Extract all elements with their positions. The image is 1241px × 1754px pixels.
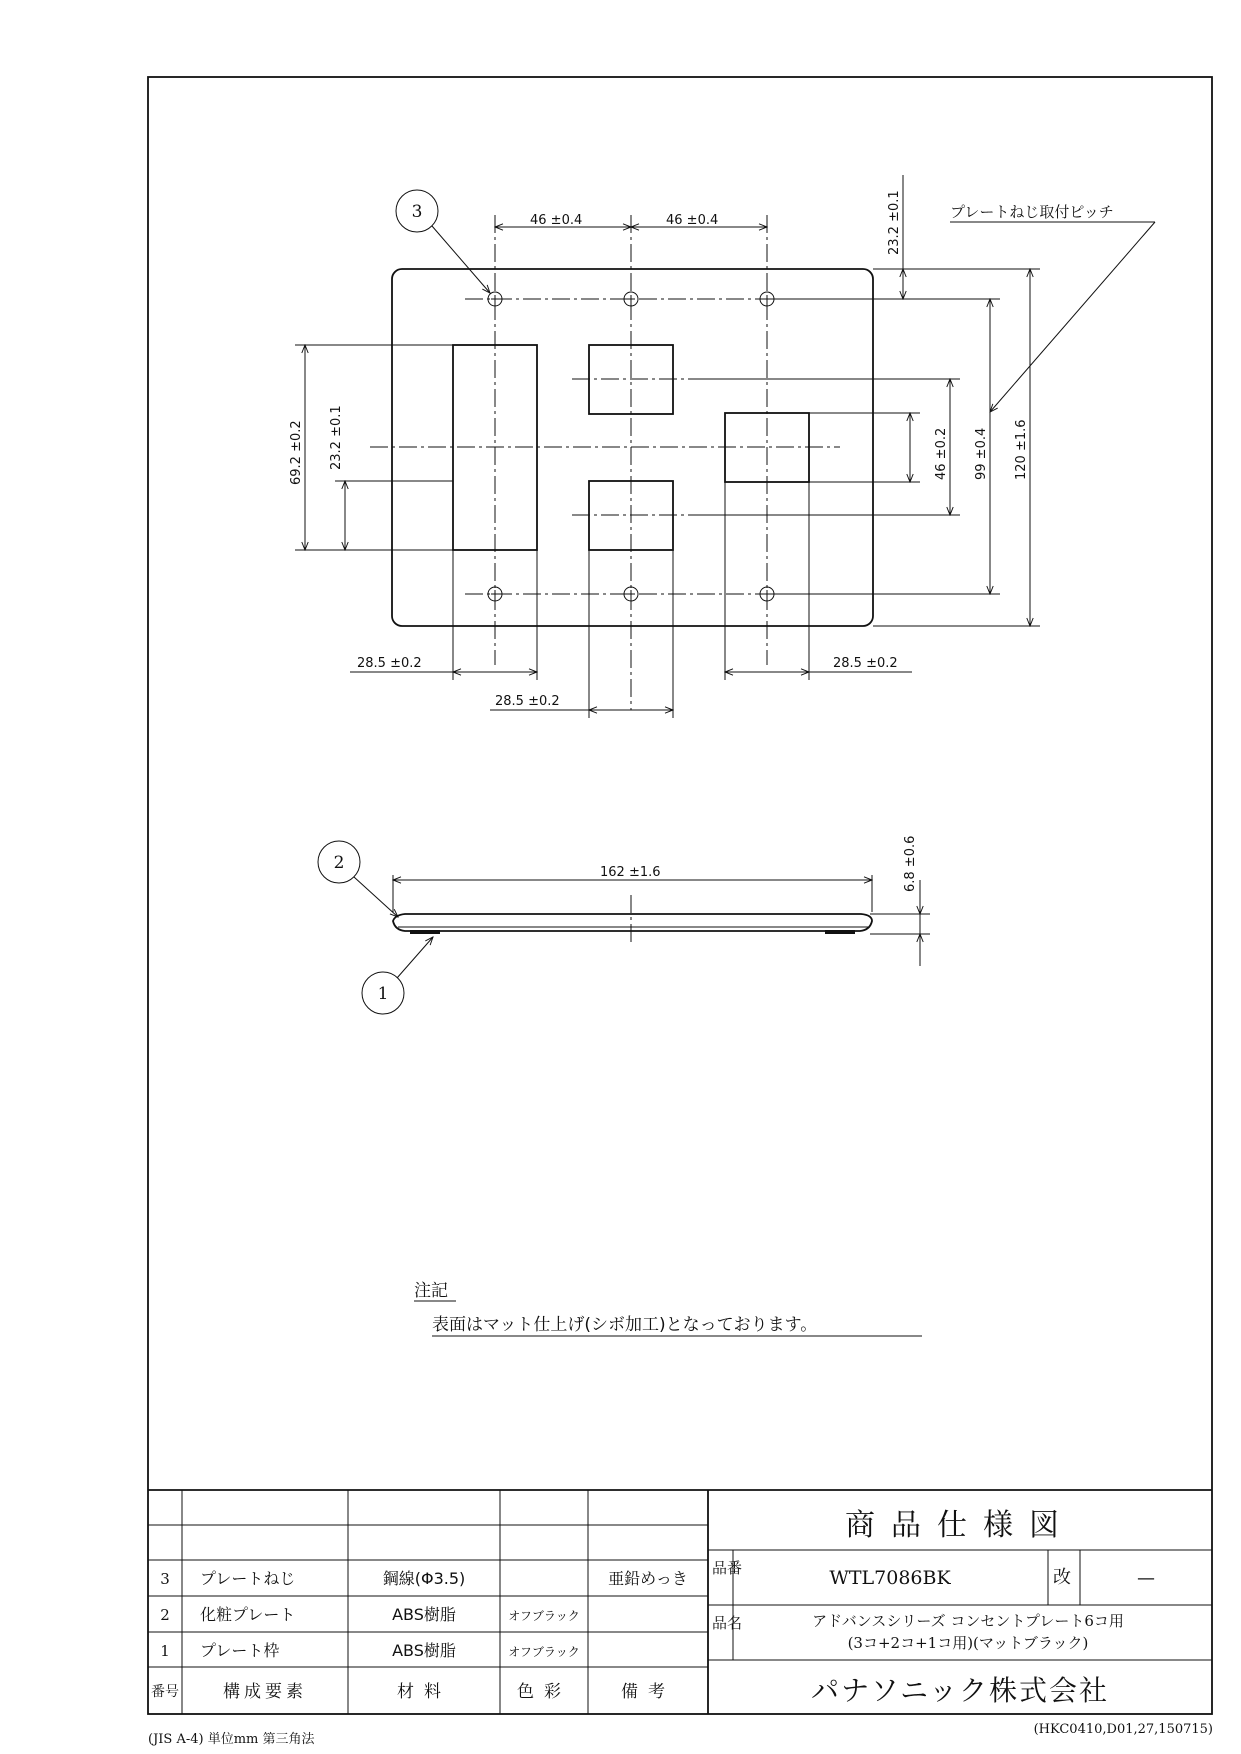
row-material: 鋼線(Φ3.5) [382, 1569, 466, 1588]
dim-length: 162 ±1.6 [600, 865, 661, 880]
dim-width-right: 28.5 ±0.2 [833, 656, 898, 671]
title-block [708, 1508, 1212, 1707]
row-material: ABS樹脂 [392, 1605, 456, 1624]
dim-width-left: 28.5 ±0.2 [357, 656, 422, 671]
product-name-line2: (3コ+2コ+1コ用)(マットブラック) [847, 1634, 1089, 1652]
dim-thickness: 6.8 ±0.6 [903, 835, 918, 892]
svg-text:2: 2 [333, 853, 345, 873]
row-no: 1 [160, 1642, 170, 1660]
dim-right-inner: 46 ±0.2 [934, 427, 949, 480]
header-material: 材料 [397, 1682, 451, 1702]
footer-scale-note: (JIS A-4) 単位mm 第三角法 [148, 1732, 315, 1747]
header-color: 色彩 [517, 1682, 571, 1702]
row-no: 2 [160, 1606, 170, 1624]
row-name: プレートねじ [200, 1569, 296, 1588]
dim-left-height: 69.2 ±0.2 [289, 420, 304, 485]
dim-width-mid: 28.5 ±0.2 [495, 694, 560, 709]
row-name: プレート枠 [200, 1641, 280, 1660]
row-color: オフブラック [508, 1645, 580, 1659]
svg-text:3: 3 [411, 202, 423, 222]
product-label: 品名 [712, 1614, 743, 1632]
header-no: 番号 [151, 1684, 179, 1700]
header-remarks: 備考 [621, 1682, 675, 1702]
part-number: WTL7086BK [829, 1567, 951, 1589]
row-material: ABS樹脂 [392, 1641, 456, 1660]
dim-pitch-b: 46 ±0.4 [666, 213, 719, 228]
note-text: 表面はマット仕上げ(シボ加工)となっております。 [432, 1315, 818, 1335]
dim-screw-pitch: 99 ±0.4 [974, 427, 989, 480]
side-view [318, 836, 930, 1014]
part-no-label: 品番 [712, 1559, 743, 1577]
dim-left-offset: 23.2 ±0.1 [329, 405, 344, 470]
header-element: 構成要素 [223, 1682, 307, 1702]
pitch-note: プレートねじ取付ピッチ [950, 203, 1114, 221]
footer-doc-code: (HKC0410,D01,27,150715) [1033, 1722, 1213, 1737]
note [414, 1281, 922, 1336]
revision-value: — [1137, 1568, 1155, 1589]
note-title: 注記 [414, 1281, 448, 1301]
dim-overall-height: 120 ±1.6 [1014, 419, 1029, 480]
row-no: 3 [160, 1570, 170, 1588]
drawing-title: 商品仕様図 [845, 1508, 1075, 1543]
product-name-line1: アドバンスシリーズ コンセントプレート6コ用 [812, 1612, 1124, 1630]
revision-label: 改 [1053, 1567, 1071, 1588]
dim-top-offset: 23.2 ±0.1 [887, 190, 902, 255]
row-color: オフブラック [508, 1609, 580, 1623]
front-view [289, 175, 1155, 718]
row-name: 化粧プレート [200, 1605, 296, 1624]
company-name: パナソニック株式会社 [810, 1674, 1110, 1707]
svg-text:1: 1 [377, 984, 389, 1004]
row-remarks: 亜鉛めっき [608, 1569, 688, 1588]
dim-pitch-a: 46 ±0.4 [530, 213, 583, 228]
sheet-border [148, 77, 1212, 1714]
